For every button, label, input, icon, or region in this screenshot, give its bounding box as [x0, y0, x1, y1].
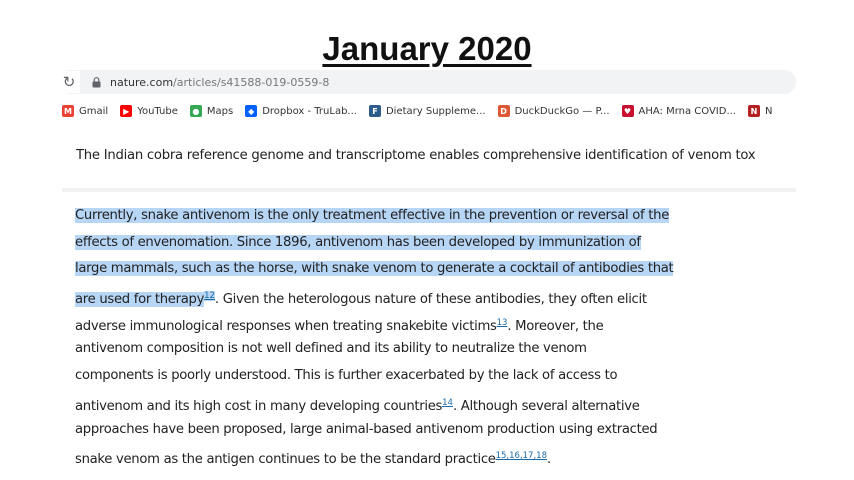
- paragraph-text: .: [546, 452, 551, 468]
- highlighted-text: effects of envenomation. Since 1896, antivenom has been developed by immunization of: [75, 234, 641, 250]
- address-bar[interactable]: [58, 70, 796, 94]
- bookmark-item[interactable]: [120, 105, 178, 117]
- highlighted-text: are used for therapy: [75, 292, 205, 308]
- bookmark-item[interactable]: [498, 105, 610, 117]
- youtube-icon: ▶: [120, 105, 132, 117]
- paragraph-text: . Moreover, the: [507, 318, 604, 334]
- paragraph-text: approaches have been proposed, large animal-based antivenom production using extracted: [75, 421, 658, 437]
- paragraph-line: [75, 336, 735, 363]
- lock-icon[interactable]: [90, 77, 102, 88]
- highlighted-text: large mammals, such as the horse, with snake venom to generate a cocktail of antibodies that: [75, 261, 674, 277]
- duckduckgo-icon: D: [498, 105, 510, 117]
- maps-icon: ●: [190, 105, 202, 117]
- paragraph-line: [75, 310, 735, 337]
- bookmark-item[interactable]: [748, 105, 772, 117]
- article-title: The Indian cobra reference genome and transcriptome enables comprehensive identification of venom tox: [76, 148, 756, 163]
- slide-title-text: January 2020: [322, 30, 532, 67]
- paragraph-text: antivenom composition is not well defined and its ability to neutralize the venom: [75, 341, 587, 357]
- paragraph-text: adverse immunological responses when treating snakebite victims: [75, 318, 497, 334]
- bookmark-label: Dietary Suppleme...: [385, 105, 486, 117]
- divider: [62, 188, 796, 192]
- bookmark-item[interactable]: [622, 105, 737, 117]
- bookmark-label: Dropbox - TruLab...: [262, 105, 357, 117]
- paragraph-text: components is poorly understood. This is further exacerbated by the lack of access to: [75, 368, 618, 384]
- url-host: nature.com: [110, 75, 174, 89]
- citation-link[interactable]: 13: [496, 317, 508, 328]
- paragraph-line: [75, 443, 735, 470]
- paragraph-text: . Although several alternative: [452, 398, 640, 414]
- citation-link[interactable]: 15,16,17,18: [495, 451, 547, 462]
- aha-icon: ♥: [622, 105, 634, 117]
- browser-chrome: [58, 68, 796, 128]
- bookmark-label: AHA: Mrna COVID...: [638, 105, 736, 117]
- bookmark-label: N: [765, 105, 773, 117]
- bookmark-label: DuckDuckGo — P...: [514, 105, 610, 117]
- paragraph-text: antivenom and its high cost in many developing countries: [75, 398, 443, 414]
- paragraph-text: . Given the heterologous nature of these antibodies, they often elicit: [214, 292, 647, 308]
- url-path: /articles/s41588-019-0559-8: [173, 75, 330, 89]
- bookmark-item[interactable]: [245, 105, 357, 117]
- bookmark-item[interactable]: [369, 105, 486, 117]
- paragraph-line: [75, 363, 735, 390]
- bookmarks-bar: [62, 102, 796, 120]
- bookmark-item[interactable]: [62, 105, 108, 117]
- highlighted-text: Currently, snake antivenom is the only treatment effective in the prevention or reversal of the: [75, 208, 670, 223]
- bookmark-icon: N: [748, 105, 760, 117]
- paragraph-line: [75, 230, 735, 257]
- paragraph-text: snake venom as the antigen continues to be the standard practice: [75, 452, 496, 468]
- slide-title: [0, 30, 854, 68]
- paragraph-line: [75, 283, 735, 310]
- article-paragraph: [75, 203, 735, 470]
- paragraph-line: [75, 256, 735, 283]
- fda-icon: F: [369, 105, 381, 117]
- gmail-icon: M: [62, 105, 74, 117]
- paragraph-line: [75, 203, 735, 230]
- bookmark-label: YouTube: [137, 105, 178, 117]
- bookmark-item[interactable]: [190, 105, 233, 117]
- reload-icon[interactable]: ↻: [58, 71, 80, 93]
- url-text[interactable]: [110, 76, 329, 89]
- citation-link[interactable]: 14: [442, 397, 453, 408]
- bookmark-label: Gmail: [79, 105, 109, 117]
- paragraph-line: [75, 390, 735, 417]
- bookmark-label: Maps: [206, 105, 234, 117]
- citation-link[interactable]: 12: [204, 291, 215, 302]
- dropbox-icon: ◆: [245, 105, 257, 117]
- paragraph-line: [75, 417, 735, 444]
